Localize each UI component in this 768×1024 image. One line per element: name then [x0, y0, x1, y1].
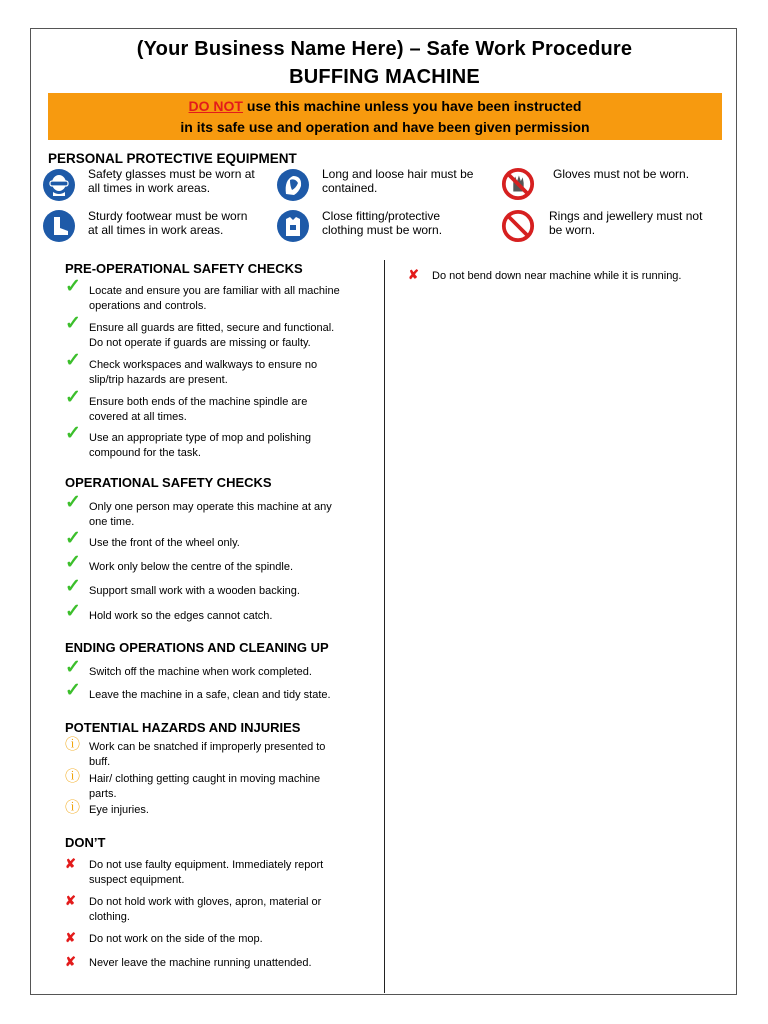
warning-banner: [48, 93, 722, 140]
cross-icon: ✘: [65, 856, 76, 871]
check-icon: ✓: [65, 680, 81, 701]
no-gloves-icon: [501, 167, 535, 201]
footwear-icon: [42, 209, 76, 243]
check-icon: ✓: [65, 313, 81, 334]
check-icon: ✓: [65, 601, 81, 622]
info-icon: ⓘ: [65, 768, 81, 785]
no-rings-icon: [501, 209, 535, 243]
ppe-item: Safety glasses must be worn at all times in work areas.: [88, 167, 255, 195]
ppe-item: Close fitting/protective clothing must be worn.: [322, 209, 443, 237]
check-icon: ✓: [65, 576, 81, 597]
cross-icon: ✘: [65, 954, 76, 969]
section-heading: ENDING OPERATIONS AND CLEANING UP: [65, 640, 329, 655]
protective-clothing-icon: [276, 209, 310, 243]
check-icon: ✓: [65, 657, 81, 678]
check-icon: ✓: [65, 276, 81, 297]
cross-icon: ✘: [408, 267, 419, 282]
ppe-item: Sturdy footwear must be worn at all times in work areas.: [88, 209, 248, 237]
info-icon: ⓘ: [65, 799, 81, 816]
section-heading: DON’T: [65, 835, 106, 850]
check-icon: ✓: [65, 552, 81, 573]
page-title: (Your Business Name Here) – Safe Work Procedure: [136, 38, 633, 60]
section-heading: POTENTIAL HAZARDS AND INJURIES: [65, 720, 301, 735]
do-not-label: DO NOT: [188, 98, 243, 114]
cross-icon: ✘: [65, 893, 76, 908]
ppe-item: Rings and jewellery must not be worn.: [549, 209, 703, 237]
procedure-page: (Your Business Name Here) – Safe Work Procedure BUFFING MACHINE DO NOT use this machine unless you have been instructed in its safe use and operation and have been given permission PERSONAL PROTECTIVE EQUIPMENT Safety glasses must be worn at all times in work areas. Long and loose hair must be contained. Gloves must not be worn. Sturdy footwear must be worn at all times in work areas. Close fitting/protective clothing must be worn. Rings and jewellery must not be worn. PRE-OPERATIONAL SAFETY CHECKS ✓ Locate and ensure you are familiar with all machine operations and controls. ✓ Ensure all guards are fitted, secure and functional. Do not operate if guards are missing or faulty. ✓ Check workspaces and walkways to ensure no slip/trip hazards are present. ✓ Ensure both ends of the machine spindle are covered at all times. ✓ Use an appropriate type of mop and polishing compound for the task. OPERATIONAL SAFETY CHECKS ✓ Only one person may operate this machine at any one time. ✓ Use the front of the wheel only. ✓ Work only below the centre of the spindle. ✓ Support small work with a wooden backing. ✓ Hold work so the edges cannot catch. ENDING OPERATIONS AND CLEANING UP ✓ Switch off the machine when work completed. ✓ Leave the machine in a safe, clean and tidy state. POTENTIAL HAZARDS AND INJURIES ⓘ Work can be snatched if improperly presented to buff. ⓘ Hair/ clothing getting caught in moving machine parts. ⓘ Eye injuries. DON’T ✘ Do not use faulty equipment. Immediately report suspect equipment. ✘ Do not hold work with gloves, apron, material or clothing. ✘ Do not work on the side of the mop. ✘ Never leave the machine running unattended. ✘ Do not bend down near machine while it is running.: [30, 28, 737, 995]
check-icon: ✓: [65, 423, 81, 444]
ppe-item: Long and loose hair must be contained.: [322, 167, 474, 195]
info-icon: ⓘ: [65, 736, 81, 753]
check-icon: ✓: [65, 350, 81, 371]
column-divider: [384, 260, 385, 993]
hair-icon: [276, 168, 310, 202]
banner-line-1-text: use this machine unless you have been instructed: [243, 98, 582, 114]
safety-glasses-icon: [42, 168, 76, 202]
section-heading: PRE-OPERATIONAL SAFETY CHECKS: [65, 261, 303, 276]
banner-line-2: in its safe use and operation and have been given permission: [180, 119, 590, 135]
check-icon: ✓: [65, 492, 81, 513]
section-heading: OPERATIONAL SAFETY CHECKS: [65, 475, 272, 490]
machine-name: BUFFING MACHINE: [289, 66, 480, 88]
check-icon: ✓: [65, 528, 81, 549]
ppe-item: Gloves must not be worn.: [553, 167, 690, 181]
ppe-heading: PERSONAL PROTECTIVE EQUIPMENT: [48, 151, 297, 166]
banner-line-1: [48, 96, 722, 117]
cross-icon: ✘: [65, 930, 76, 945]
check-icon: ✓: [65, 387, 81, 408]
